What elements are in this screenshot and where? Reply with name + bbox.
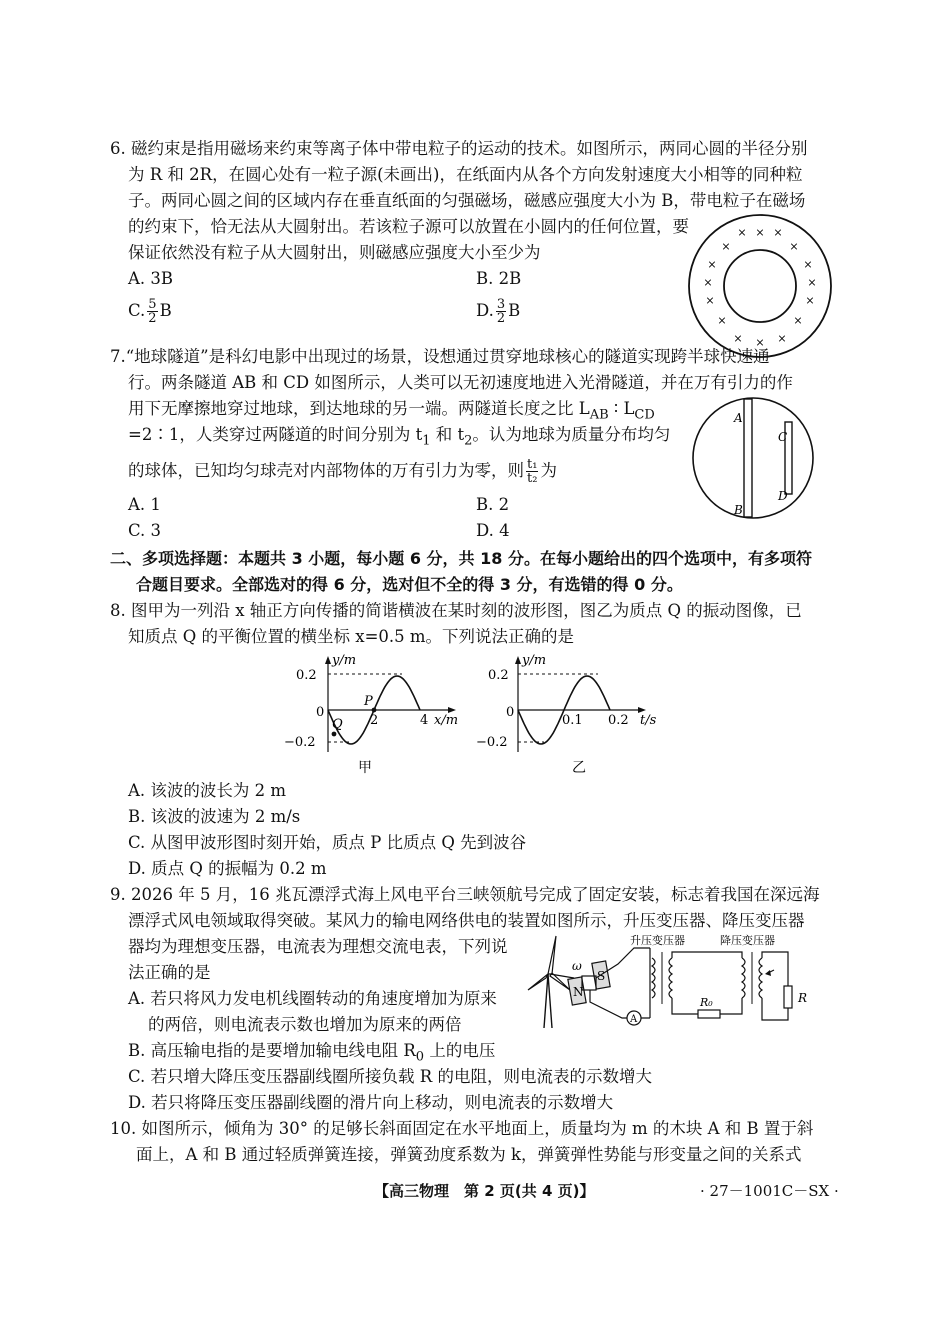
section2-line-2: 合题目要求。全部选对的得 6 分，选对但不全的得 3 分，有选错的得 0 分。 xyxy=(136,575,683,594)
omega-label: ω xyxy=(572,959,582,973)
jia-tick-2: 2 xyxy=(370,713,379,728)
load-resistor-icon xyxy=(784,986,792,1008)
jia-y-top: 0.2 xyxy=(296,668,317,683)
q9-option-b: B. 高压输电指的是要增加输电线电阻 $R_0$ 上的电压 xyxy=(128,1041,496,1065)
magnetic-field-mark: × xyxy=(705,294,715,307)
magnetic-field-mark: × xyxy=(703,276,713,289)
jia-caption: 甲 xyxy=(358,760,372,776)
q9-line-1: 9. 2026 年 5 月，16 兆瓦漂浮式海上风电平台三峡领航号完成了固定安装，标志着我国在深远海 xyxy=(110,885,820,904)
page-footer-code: · 27－1001C－SX · xyxy=(700,1182,839,1200)
q7-option-d: D. 4 xyxy=(476,521,510,540)
q7-line-2: 行。两条隧道 AB 和 CD 如图所示，人类可以无初速度地进入光滑隧道，并在万有引力的作 xyxy=(128,373,793,392)
q7-line-4: =2∶1，人类穿过两隧道的时间分别为 $t_1$ 和 $t_2$。认为地球为质量分布均匀 xyxy=(128,425,671,449)
magnetic-field-mark: × xyxy=(755,336,765,349)
yi-y-bottom: −0.2 xyxy=(476,735,508,750)
jia-p-label: P xyxy=(364,694,373,709)
q6-option-d: D. $\frac{3}{2}$ B xyxy=(476,297,521,326)
q9-option-a-line-1: A. 若只将风力发电机线圈转动的角速度增加为原来 xyxy=(128,989,497,1008)
section2-line-1: 二、多项选择题：本题共 3 小题，每小题 6 分，共 18 分。在每小题给出的四个选项中，有多项符 xyxy=(110,549,812,568)
magnetic-field-mark: × xyxy=(773,226,783,239)
r0-label: R₀ xyxy=(700,996,713,1009)
q9-line-3: 器均为理想变压器，电流表为理想交流电表，下列说 xyxy=(128,937,508,956)
magnetic-field-mark: × xyxy=(789,240,799,253)
q8-option-b: B. 该波的波速为 2 m/s xyxy=(128,807,301,826)
q9-option-c: C. 若只增大降压变压器副线圈所接负载 R 的电阻，则电流表的示数增大 xyxy=(128,1067,652,1086)
magnetic-field-mark: × xyxy=(777,332,787,345)
yi-caption: 乙 xyxy=(572,760,586,776)
jia-q-label: Q xyxy=(332,717,343,732)
q10-line-1: 10. 如图所示，倾角为 30° 的足够长斜面固定在水平地面上，质量均为 m 的木块 A 和 B 置于斜 xyxy=(110,1119,814,1138)
q6-option-a: A. 3B xyxy=(128,269,174,288)
q7-option-c: C. 3 xyxy=(128,521,162,540)
q9-option-a-line-2: 的两倍，则电流表示数也增加为原来的两倍 xyxy=(148,1015,462,1034)
q7-line-1: 7.“地球隧道”是科幻电影中出现过的场景，设想通过贯穿地球核心的隧道实现跨半球快速通 xyxy=(110,347,770,366)
wind-power-circuit-figure xyxy=(530,930,820,1034)
q7-option-b: B. 2 xyxy=(476,495,510,514)
concentric-circles-figure xyxy=(686,212,834,360)
yi-origin: 0 xyxy=(506,705,515,720)
q9-line-2: 漂浮式风电领域取得突破。某风力的输电网络供电的装置如图所示，升压变压器、降压变压器 xyxy=(128,911,805,930)
q6-line-5: 保证依然没有粒子从大圆射出，则磁感应强度大小至少为 xyxy=(128,243,541,262)
earth-tunnel-figure xyxy=(688,396,818,520)
q9-line-4: 法正确的是 xyxy=(128,963,211,982)
q6-line-4: 的约束下，恰无法从大圆射出。若该粒子源可以放置在小圆内的任何位置，要 xyxy=(128,217,689,236)
tunnel-label-c: C xyxy=(778,430,788,444)
q8-option-c: C. 从图甲波形图时刻开始，质点 P 比质点 Q 先到波谷 xyxy=(128,833,527,852)
magnetic-field-mark: × xyxy=(755,226,765,239)
q6-option-b: B. 2B xyxy=(476,269,522,288)
magnetic-field-mark: × xyxy=(733,332,743,345)
q6-line-1: 6. 磁约束是指用磁场来约束等离子体中带电粒子的运动的技术。如图所示，两同心圆的半径分别 xyxy=(110,139,808,158)
point-q-marker xyxy=(332,732,337,737)
magnet-n-label: N xyxy=(573,985,584,999)
yi-tick-1: 0.1 xyxy=(562,713,583,728)
q7-line-3: 用下无摩擦地穿过地球，到达地球的另一端。两隧道长度之比 $L_{AB}$ ∶ $L_{CD}$ xyxy=(128,399,655,423)
jia-y-bottom: −0.2 xyxy=(284,735,316,750)
tunnel-label-b: B xyxy=(734,503,743,517)
magnetic-field-mark: × xyxy=(721,240,731,253)
magnetic-field-mark: × xyxy=(707,258,717,271)
magnet-s-label: S xyxy=(597,969,606,983)
yi-x-label: t/s xyxy=(640,713,657,728)
magnetic-field-mark: × xyxy=(717,314,727,327)
q6-option-d-fraction: $\frac{3}{2}$ xyxy=(496,297,506,326)
q7-ratio-fraction: $\frac{\text{t₁}}{\text{t₂}}$ xyxy=(527,457,538,486)
wave-graph-jia xyxy=(284,650,482,780)
q10-line-2: 面上，A 和 B 通过轻质弹簧连接，弹簧劲度系数为 k，弹簧弹性势能与形变量之间的关系式 xyxy=(136,1145,802,1164)
q7-line-5: 的球体，已知均匀球壳对内部物体的万有引力为零，则 $\frac{\text{t₁}}{\text{t₂}}$ 为 xyxy=(128,457,557,486)
q6-line-3: 子。两同心圆之间的区域内存在垂直纸面的匀强磁场，磁感应强度大小为 B，带电粒子在磁场 xyxy=(128,191,806,210)
q7-option-a: A. 1 xyxy=(128,495,161,514)
q8-line-2: 知质点 Q 的平衡位置的横坐标 x=0.5 m。下列说法正确的是 xyxy=(128,627,575,646)
q6-line-2: 为 R 和 2R，在圆心处有一粒子源(未画出)，在纸面内从各个方向发射速度大小相等的同种粒 xyxy=(128,165,803,184)
yi-tick-2: 0.2 xyxy=(608,713,629,728)
page-footer-title: 【高三物理 第 2 页(共 4 页)】 xyxy=(374,1182,595,1200)
magnetic-field-mark: × xyxy=(807,276,817,289)
q6-option-c-fraction: $\frac{5}{2}$ xyxy=(148,297,157,326)
q8-option-a: A. 该波的波长为 2 m xyxy=(128,781,287,800)
resistor-r0-icon xyxy=(698,1010,720,1018)
jia-x-label: x/m xyxy=(434,713,459,728)
jia-y-label: y/m xyxy=(332,653,357,668)
q9-option-d: D. 若只将降压变压器副线圈的滑片向上移动，则电流表的示数增大 xyxy=(128,1093,614,1112)
ammeter-label: A xyxy=(630,1014,638,1025)
magnetic-field-mark: × xyxy=(793,314,803,327)
r-label: R xyxy=(798,991,808,1005)
jia-origin: 0 xyxy=(316,705,325,720)
magnetic-field-mark: × xyxy=(737,226,747,239)
yi-y-top: 0.2 xyxy=(488,668,509,683)
step-up-label: 升压变压器 xyxy=(630,934,685,947)
step-down-label: 降压变压器 xyxy=(720,934,775,947)
magnetic-field-mark: × xyxy=(803,258,813,271)
tunnel-label-a: A xyxy=(734,411,743,425)
q8-line-1: 8. 图甲为一列沿 x 轴正方向传播的简谐横波在某时刻的波形图，图乙为质点 Q 的振动图像，已 xyxy=(110,601,802,620)
tunnel-label-d: D xyxy=(778,489,788,503)
magnetic-field-mark: × xyxy=(805,294,815,307)
jia-tick-4: 4 xyxy=(420,713,429,728)
vibration-graph-yi xyxy=(476,650,676,780)
q8-option-d: D. 质点 Q 的振幅为 0.2 m xyxy=(128,859,327,878)
q6-option-c: C. $\frac{5}{2}$ B xyxy=(128,297,172,326)
yi-y-label: y/m xyxy=(522,653,547,668)
